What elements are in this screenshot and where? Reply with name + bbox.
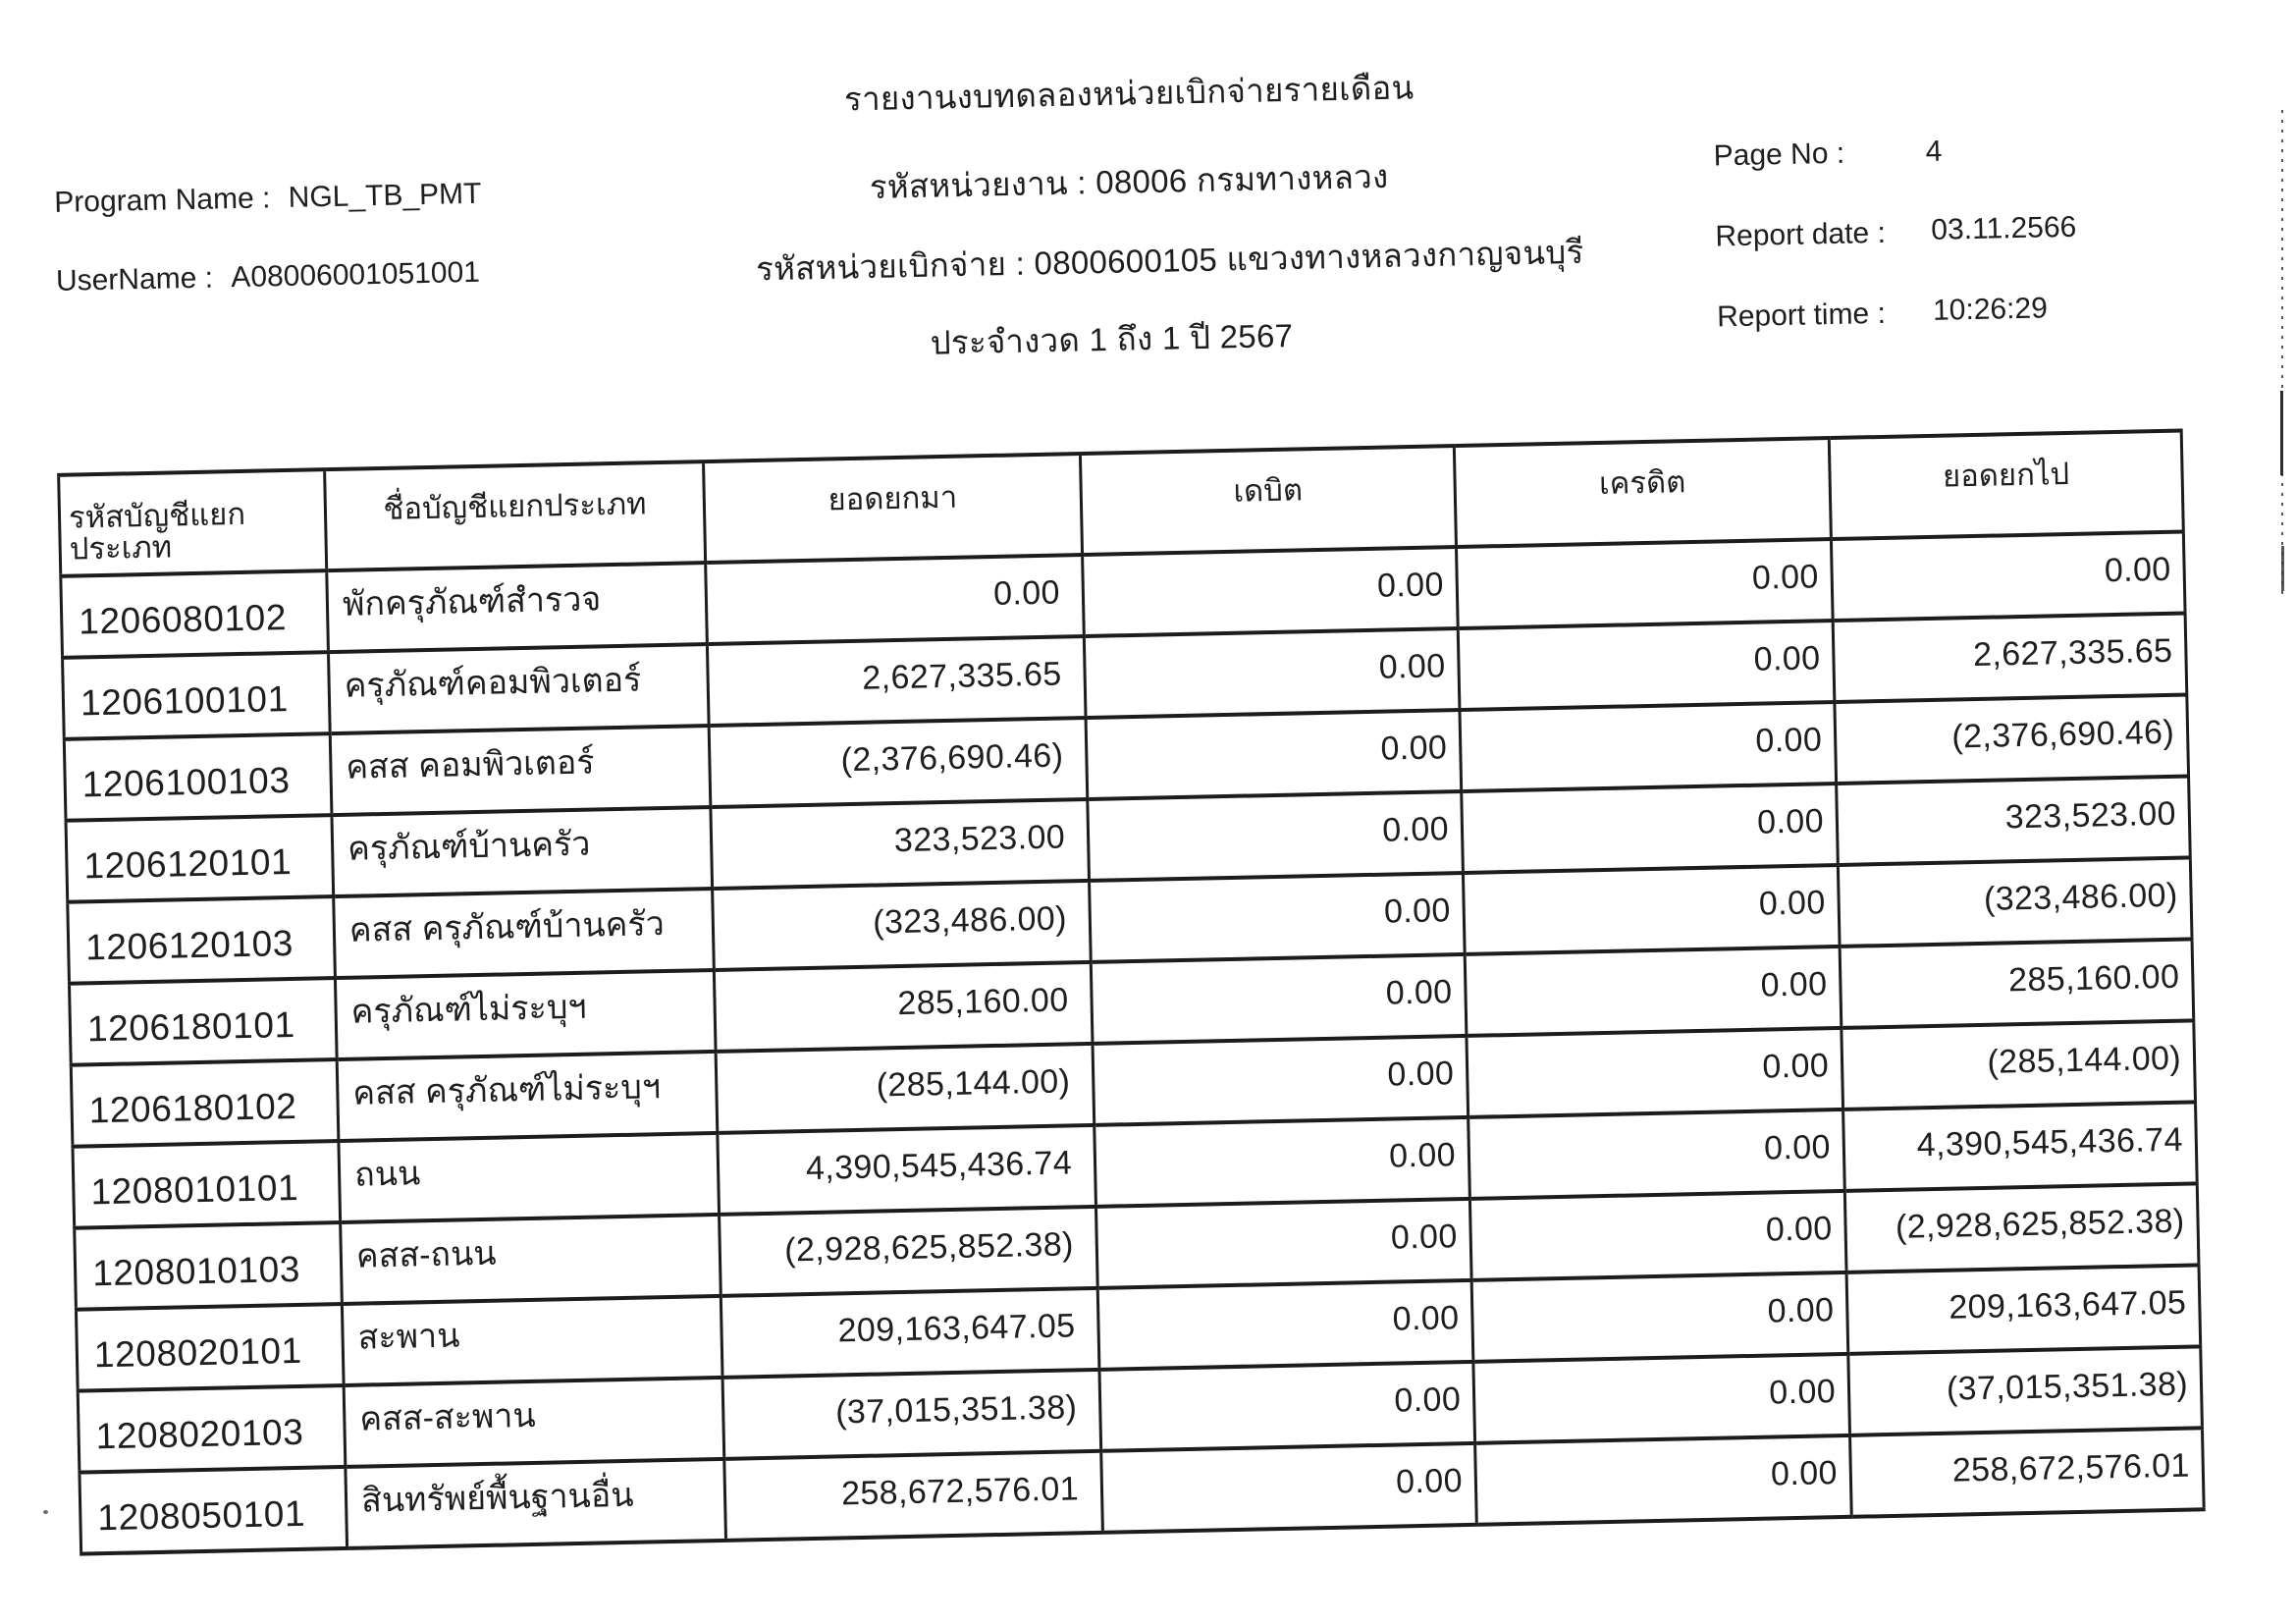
cell-credit: 0.00 [1458, 621, 1835, 710]
scan-artifact-dotted-line [2281, 110, 2283, 601]
cell-beginning-balance: (37,015,351.38) [722, 1370, 1101, 1459]
cell-account-code: 1208010101 [73, 1141, 341, 1228]
cell-ending-balance: 4,390,545,436.74 [1843, 1102, 2198, 1191]
scan-artifact-dark-segment [2280, 391, 2283, 475]
cell-debit: 0.00 [1084, 628, 1460, 718]
cell-ending-balance: 258,672,576.01 [1850, 1428, 2205, 1517]
cell-account-name: พักครุภัณฑ์สำรวจ [327, 563, 708, 652]
cell-account-name: ครุภัณฑ์ไม่ระบุฯ [335, 970, 716, 1059]
cell-debit: 0.00 [1088, 791, 1464, 881]
period-line: ประจำงวด 1 ถึง 1 ปี 2567 [930, 316, 1294, 361]
cell-account-name: คสส-สะพาน [344, 1378, 724, 1467]
report-time-label: Report time : [1716, 297, 1887, 334]
cell-account-name: สะพาน [342, 1296, 722, 1385]
cell-account-name: ถนน [339, 1133, 720, 1222]
cell-beginning-balance: (323,486.00) [713, 881, 1092, 970]
cell-ending-balance: (2,928,625,852.38) [1844, 1183, 2199, 1272]
cell-debit: 0.00 [1083, 547, 1459, 636]
cell-account-code: 1206180102 [71, 1059, 339, 1147]
cell-debit: 0.00 [1093, 1036, 1468, 1125]
username-line [56, 256, 481, 298]
col-header-account-name: ชื่อบัญชีแยกประเภท [325, 461, 706, 570]
cell-account-name: ครุภัณฑ์บ้านครัว [332, 807, 713, 896]
cell-credit: 0.00 [1465, 947, 1842, 1036]
cell-account-code: 1206180101 [69, 978, 337, 1065]
cell-account-code: 1206100103 [64, 733, 332, 821]
cell-credit: 0.00 [1467, 1028, 1843, 1117]
cell-beginning-balance: 4,390,545,436.74 [718, 1125, 1096, 1215]
cell-debit: 0.00 [1090, 873, 1466, 962]
report-time-value: 10:26:29 [1932, 292, 2049, 327]
cell-account-code: 1206100101 [63, 652, 331, 739]
report-date-value: 03.11.2566 [1930, 210, 2077, 246]
cell-debit: 0.00 [1086, 710, 1462, 799]
cell-credit: 0.00 [1471, 1272, 1848, 1362]
cell-credit: 0.00 [1462, 784, 1839, 873]
scan-artifact-speck [43, 1510, 48, 1514]
cell-account-code: 1208050101 [80, 1467, 347, 1554]
page-no-label: Page No : [1713, 136, 1845, 173]
cell-beginning-balance: 0.00 [706, 555, 1085, 644]
report-title: รายงานงบทดลองหน่วยเบิกจ่ายรายเดือน [843, 69, 1415, 118]
cell-ending-balance: (2,376,690.46) [1835, 694, 2189, 784]
cell-account-code: 1208020101 [76, 1304, 344, 1391]
col-header-debit: เดบิต [1080, 446, 1456, 555]
cell-beginning-balance: 285,160.00 [714, 962, 1093, 1052]
cell-account-name: คสส ครุภัณฑ์ไม่ระบุฯ [337, 1052, 718, 1141]
cell-account-code: 1208020103 [78, 1385, 346, 1473]
cell-ending-balance: 0.00 [1831, 532, 2185, 622]
agency-code-line: รหัสหน่วยงาน : 08006 กรมทางหลวง [869, 157, 1389, 205]
col-header-ending-balance: ยอดยกไป [1829, 431, 2183, 539]
cell-debit: 0.00 [1099, 1362, 1475, 1451]
cell-debit: 0.00 [1097, 1280, 1473, 1370]
cell-account-code: 1206120103 [68, 896, 336, 984]
col-header-credit: เครดิต [1454, 438, 1831, 547]
disbursing-unit-line: รหัสหน่วยเบิกจ่าย : 0800600105 แขวงทางหลวงกาญจนบุรี [755, 233, 1584, 288]
trial-balance-table [57, 429, 2206, 1556]
cell-beginning-balance: 209,163,647.05 [721, 1288, 1099, 1378]
cell-ending-balance: 209,163,647.05 [1846, 1265, 2201, 1354]
cell-beginning-balance: 2,627,335.65 [707, 636, 1086, 726]
page-no-value: 4 [1925, 135, 1943, 168]
cell-credit: 0.00 [1473, 1354, 1850, 1443]
cell-credit: 0.00 [1475, 1435, 1852, 1525]
cell-credit: 0.00 [1456, 539, 1833, 628]
cell-account-name: คสส คอมพิวเตอร์ [330, 726, 711, 815]
cell-account-name: คสส ครุภัณฑ์บ้านครัว [334, 889, 715, 978]
cell-beginning-balance: (2,928,625,852.38) [720, 1207, 1098, 1296]
cell-ending-balance: (37,015,351.38) [1848, 1346, 2203, 1435]
col-header-beginning-balance: ยอดยกมา [704, 454, 1083, 563]
report-date-label: Report date : [1715, 216, 1887, 253]
col-header-account-code: รหัสบัญชีแยกประเภท [59, 469, 327, 576]
cell-ending-balance: 285,160.00 [1840, 939, 2194, 1028]
program-name-label: Program Name : [53, 182, 271, 219]
program-name-line [54, 178, 482, 220]
cell-ending-balance: 2,627,335.65 [1833, 614, 2187, 703]
username-label: UserName : [55, 261, 214, 298]
scan-artifact-dark-segment [2281, 546, 2284, 591]
cell-ending-balance: 323,523.00 [1837, 776, 2191, 865]
cell-beginning-balance: (2,376,690.46) [709, 718, 1088, 807]
cell-account-name: คสส-ถนน [341, 1215, 721, 1304]
cell-credit: 0.00 [1468, 1110, 1845, 1199]
cell-credit: 0.00 [1469, 1191, 1846, 1280]
cell-beginning-balance: 258,672,576.01 [724, 1451, 1103, 1541]
cell-account-name: สินทรัพย์พื้นฐานอื่น [346, 1459, 726, 1548]
cell-account-code: 1206120101 [66, 815, 334, 902]
cell-credit: 0.00 [1463, 865, 1840, 954]
cell-account-code: 1206080102 [61, 570, 329, 658]
cell-beginning-balance: (285,144.00) [716, 1044, 1095, 1133]
program-name-value: NGL_TB_PMT [288, 177, 482, 214]
cell-debit: 0.00 [1101, 1443, 1477, 1533]
cell-account-name: ครุภัณฑ์คอมพิวเตอร์ [328, 644, 709, 733]
cell-beginning-balance: 323,523.00 [711, 799, 1090, 889]
cell-ending-balance: (285,144.00) [1842, 1020, 2196, 1110]
cell-credit: 0.00 [1460, 702, 1837, 791]
cell-debit: 0.00 [1095, 1199, 1471, 1288]
cell-ending-balance: (323,486.00) [1838, 857, 2192, 947]
cell-debit: 0.00 [1091, 954, 1467, 1044]
cell-account-code: 1208010103 [75, 1222, 343, 1310]
username-value: A08006001051001 [231, 255, 481, 295]
cell-debit: 0.00 [1095, 1117, 1470, 1207]
